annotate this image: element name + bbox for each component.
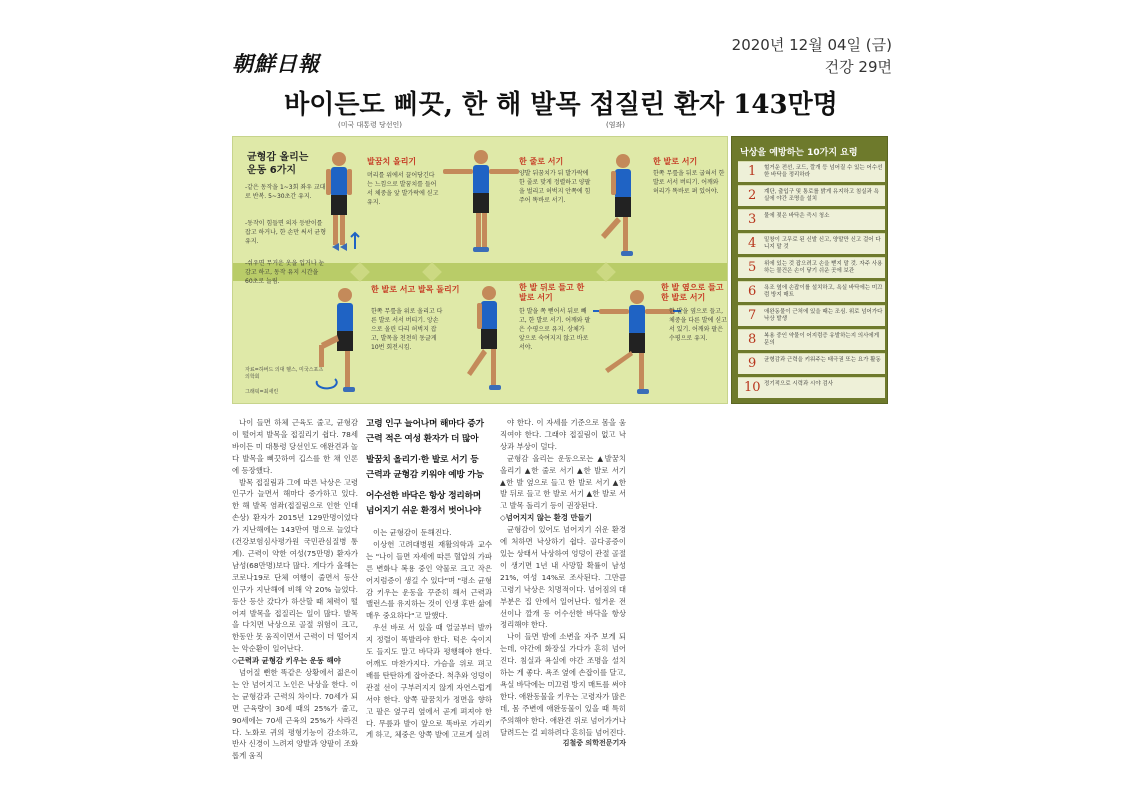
- exercise-description: 한 발을 옆으로 들고, 체중을 다른 발에 싣고 서 있기. 어깨와 팔은 수평으로 유지.: [669, 308, 727, 342]
- exercise-infographic: [232, 136, 728, 404]
- tip-text: 욕조 옆에 손잡이를 설치하고, 욕실 바닥에는 미끄럼 방지 매트: [764, 285, 883, 298]
- exercise-description: 한 발을 쪽 뻗어서 뒤로 빼고, 한 발로 서기. 어깨와 팔은 수평으로 유지. 상체가 앞으로 숙여지지 않고 바로 서야.: [519, 308, 591, 351]
- figure-back-leg-raise: [459, 283, 519, 401]
- pull-quote-line: 발꿈치 올리기·한 발로 서기 등: [366, 455, 479, 465]
- figure-tandem-stand: [439, 147, 523, 263]
- headline-caption-left: (미국 대통령 당선인): [338, 121, 403, 129]
- article-paragraph: 나이 들면 하체 근육도 줄고, 균형감이 떨어져 발목을 접질리기 쉽다. 78세 바이든 미 대통령 당선인도 애완견과 놀다 발목을 삐끗하여 깁스를 한 채 인론에 등장했다.: [232, 418, 358, 475]
- tip-number: 9: [748, 356, 757, 371]
- article-subheading: ◇근력과 균형감 키우는 운동 해야: [232, 656, 341, 666]
- article-column-2: [366, 417, 492, 741]
- infographic-note: -동작이 힘들면 의자 등받이를 잡고 하거나, 한 손만 써서 균형 유지.: [245, 220, 326, 245]
- tip-item: [738, 161, 885, 182]
- article-paragraph: 나이 들면 밤에 소변을 자주 보게 되는데, 야간에 화장실 가다가 흔히 넘어진다. 침실과 욕실에 야간 조명을 설치하는 게 좋다. 욕조 옆에 손잡이를 달고, 욕실 바닥에는 미끄럼 방지 매트를 써야 한다. 애완동물을 키우는 고령자가 많은데, 몸 주변에 애완동물이 있을 때 특히 주의해야 한다. 애완견 위로 넘어가거나 달려드는 걸 피하려다 흔히들 넘어진다.: [500, 632, 626, 737]
- infographic-note: -쉬우면 무거운 옷을 입거나 눈 감고 하고, 동작 유지 시간을 60초로 늘림.: [245, 260, 325, 285]
- article-subheading: ◇넘어지지 않는 환경 만들기: [500, 513, 592, 523]
- byline: 김철중 의학전문기자: [562, 739, 626, 748]
- exercise-title: 한 발 옆으로 들고 한 발로 서기: [661, 283, 724, 302]
- exercise-title: 한 발로 서고 발목 돌리기: [371, 285, 460, 294]
- exercise-title: 한 발 뒤로 들고 한 발로 서기: [519, 283, 585, 302]
- tip-text: 균형감과 근력을 키워주는 태극권 또는 요가 활동: [764, 357, 881, 363]
- tip-text: 위에 있는 것 잡으려고 손을 뻗지 말 것. 자주 사용하는 물건은 손이 닿기 쉬운 곳에 보관: [764, 261, 883, 274]
- tip-text: 물에 젖은 바닥은 즉시 청소: [764, 213, 830, 219]
- tip-number: 5: [748, 260, 757, 275]
- dateline: [732, 34, 892, 78]
- tip-text: 헐거운 전선, 코드, 깔개 등 넘어질 수 있는 어수선한 바닥을 정리하라: [764, 165, 883, 178]
- article-paragraph: 균형감이 있어도 넘어지기 쉬운 환경에 처하면 낙상하기 쉽다. 골다공증이 있는 상태서 낙상하여 엉덩이 관절 골절이 생기면 1년 내 사망할 확률이 남성 21%, 여성 14%로 조사된다. 그만큼 고령기 낙상은 치명적이다. 넘어짐의 대부분은 집 안에서 일어난다. 헐거운 전선이나 깔개 등 어수선한 바닥을 항상 정리해야 한다.: [500, 525, 626, 630]
- figure-side-leg-raise: [589, 287, 685, 401]
- tip-item: [738, 305, 885, 326]
- tip-item: [738, 209, 885, 230]
- exercise-description: 한쪽 무릎을 위로 올리고 다른 발로 서서 버티기. 앙손으로 올린 다리 허벅지 잡고, 발목을 천천히 동글게 10번 회전시킴.: [371, 308, 443, 351]
- article-column-1: [232, 417, 358, 762]
- pull-quote-line: 근력과 균형감 키워야 예방 가능: [366, 470, 484, 480]
- pull-quote-line: 고령 인구 늘어나며 해마다 증가: [366, 419, 484, 429]
- infographic-note: -같은 동작을 1~3회 좌우 교대로 반복. 5~30초간 유지.: [245, 184, 326, 200]
- tip-item: [738, 353, 885, 374]
- headline-caption-right: (염좌): [606, 121, 625, 129]
- exercise-title: 한 발로 서기: [653, 157, 698, 166]
- article-paragraph: 이상헌 고려대병원 재활의학과 교수는 "나이 들면 자세에 따른 혈압의 가파른 변화나 복용 중인 약물로 크고 작은 어지럼증이 생길 수 있다"며 "평소 균형감 키우는 운동을 꾸준히 해서 근력과 밸런스를 유지하는 것이 인생 후반 삶에 매우 중요하다"고 말했다.: [366, 539, 492, 621]
- figure-heel-raise: [315, 149, 363, 261]
- tip-item: [738, 377, 885, 398]
- section-page: 건강 29면: [824, 58, 892, 76]
- exercise-title: 한 줄로 서기: [519, 157, 564, 166]
- tip-item: [738, 233, 885, 254]
- article-paragraph: 넘어질 뻔한 똑같은 상황에서 젊은이는 안 넘어지고 노인은 낙상을 한다. 이는 균형감과 근력의 차이다. 70세가 되면 근육량이 30세 때의 25%가 줄고, 90세에는 70세 근육의 25%가 사라진다. 노화로 귀의 평형기능이 감소하고, 반사 신경이 느려져 양발과 양팔이 조화롭게 움직: [232, 668, 358, 761]
- pull-quote-line: 어수선한 바닥은 항상 정리하며: [366, 491, 481, 501]
- article-headline: 바이든도 삐끗, 한 해 발목 접질린 환자 143만명: [284, 90, 838, 120]
- infographic-title: 균형감 올리는 운동 6가지: [247, 152, 309, 176]
- infographic-credit: 그래픽=최새린: [245, 389, 279, 395]
- tip-number: 8: [748, 332, 757, 347]
- issue-date: 2020년 12월 04일 (금): [731, 36, 892, 54]
- pull-quote-line: 근력 적은 여성 환자가 더 많아: [366, 434, 479, 444]
- pull-quote-line: 넘어지기 쉬운 환경서 벗어나야: [366, 506, 481, 516]
- tip-text: 애완동물이 근처에 있을 때는 조심. 위로 넘어가다 낙상 발생: [764, 309, 883, 322]
- tip-item: [738, 281, 885, 302]
- tip-number: 7: [748, 308, 757, 323]
- exercise-description: 양발 뒤꿈치가 뒤 발가락에 한 줄로 맞게 정렬하고 양팔을 벌리고 허벅지 안쪽에 힘주어 똑바로 서기.: [519, 170, 591, 204]
- exercise-description: 머리를 위에서 끌어당긴다는 느낌으로 발꿈치를 들어서 체중을 앞 발가락에 싣고 유지.: [367, 172, 439, 206]
- article-paragraph: 균형감 올리는 운동으로는 ▲발꿈치 올리기 ▲한 줄로 서기 ▲한 발로 서기 ▲한 발 옆으로 들고 한 발로 서기 ▲한 발 뒤로 들고 한 발로 서기 ▲한 발로 서고 발목 돌리기 등이 권장된다.: [500, 453, 626, 511]
- tip-text: 정기적으로 시력과 시야 검사: [764, 381, 834, 387]
- tip-number: 1: [748, 164, 757, 179]
- article-column-3: [500, 417, 626, 750]
- fall-prevention-tips-panel: [731, 136, 888, 404]
- article-paragraph: 이는 균형감이 둔해진다.: [373, 528, 452, 537]
- tip-number: 4: [748, 236, 757, 251]
- pull-quote: [366, 417, 492, 519]
- exercise-description: 한쪽 무릎을 뒤로 굽혀서 한 발로 서서 버티기. 어깨와 허리가 똑바로 펴 있어야.: [653, 170, 725, 195]
- tip-number: 2: [748, 188, 757, 203]
- tip-number: 10: [744, 380, 761, 395]
- article-paragraph: 야 한다. 이 자세를 기준으로 몸을 움직여야 한다. 그래야 접질림이 없고 낙상과 부상이 덜다.: [500, 418, 626, 451]
- tip-item: [738, 185, 885, 206]
- tips-title: 낙상을 예방하는 10가지 요령: [740, 148, 858, 158]
- article-paragraph: 발목 접질림과 그에 따른 낙상은 고령 인구가 늘면서 해마다 증가하고 있다. 한 해 발목 염좌(접질림으로 인한 인대 손상) 환자가 2015년 129만명이었다가 지난해에는 143만여 명으로 늘었다(건강보험심사평가원 국민관심질병 통계). 근력이 약한 여성(75만명) 환자가 남성(68만명)보다 많다. 게다가 올해는 코로나19로 단체 여행이 줄면서 등산 인구가 지난해에 비해 약 20% 늘었다. 등산 등산 갔다가 하산할 때 체력이 떨어져 발목을 접질리는 일이 많다. 발목을 다치면 낙상으로 골절 위험이 크고, 한동안 못 움직이면서 근력이 더 떨어지는 악순환이 일어난다.: [232, 477, 358, 654]
- tip-text: 밑창이 고무로 된 신발 신고, 양말만 신고 걸어 다니지 말 것: [764, 237, 881, 250]
- infographic-source: 자료=하버드 의대 헬스, 미국스포츠의학회: [245, 367, 324, 380]
- tip-number: 3: [748, 212, 757, 227]
- tip-item: [738, 257, 885, 278]
- article-paragraph: 우선 바로 서 있을 때 얼굴부터 발까지 정렬이 똑발라야 한다. 턱은 숙이지도 들지도 말고 바닥과 평행해야 한다. 어깨도 마찬가지다. 가슴을 위로 펴고 배를 탄탄하게 잡아준다. 척추와 엉덩이 관절 선이 구부러지지 않게 자연스럽게 서야 한다. 양쪽 팔꿈치가 정면을 향하고 팔은 옆구리 옆에서 곧게 펴져야 한다. 무릎과 발이 앞으로 똑바로 가리키게 하고, 체중은 양쪽 발에 고르게 실려: [366, 623, 492, 740]
- figure-one-leg-stand: [593, 151, 653, 261]
- tip-text: 복용 중인 약물이 어지럼증 유발하는지 의사에게 문의: [764, 333, 880, 346]
- newspaper-masthead: 朝鮮日報: [232, 51, 320, 76]
- tip-text: 계단, 출입구 및 통로를 밝게 유지하고 침실과 욕실에 야간 조명을 설치: [764, 189, 879, 202]
- tip-item: [738, 329, 885, 350]
- figure-ankle-rotation: [315, 285, 373, 401]
- exercise-title: 발꿈치 올리기: [367, 157, 417, 166]
- tip-number: 6: [748, 284, 757, 299]
